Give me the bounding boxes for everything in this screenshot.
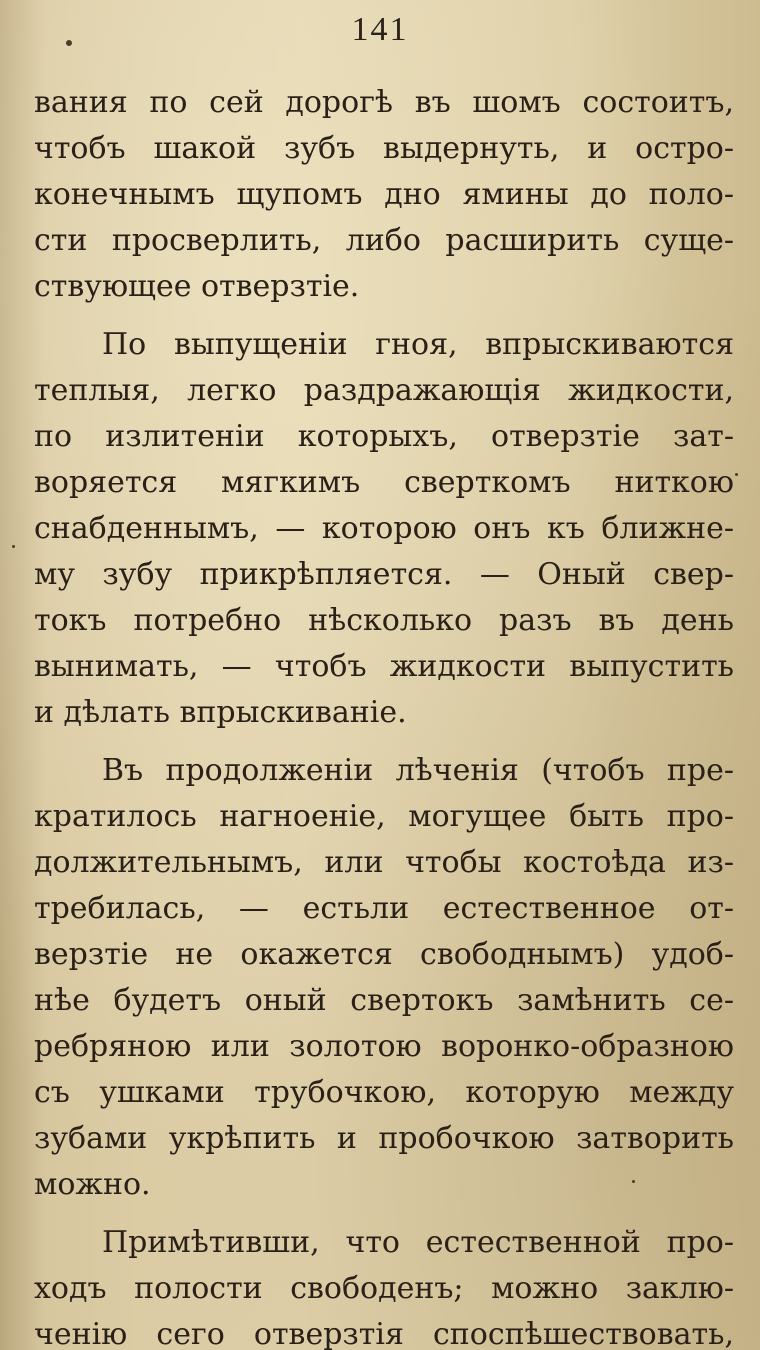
text-line: ребряною или золотою воронко-образною bbox=[34, 1029, 734, 1064]
text-line: По выпущеніи гноя, впрыскиваются bbox=[102, 327, 734, 362]
text-line: съ ушками трубочкою, которую между bbox=[34, 1075, 734, 1110]
paragraph-gap bbox=[34, 1208, 734, 1220]
text-line: Примѣтивши, что естественной про- bbox=[102, 1225, 734, 1260]
text-line: ствующее отверзтіе. bbox=[34, 269, 360, 304]
text-line: можно. bbox=[34, 1167, 151, 1202]
text-line: кратилось нагноеніе, могущее быть про- bbox=[34, 799, 734, 834]
text-line: по излитеніи которыхъ, отверзтіе зат- bbox=[34, 419, 734, 454]
ink-speck bbox=[12, 545, 15, 548]
text-line: конечнымъ щупомъ дно ямины до поло- bbox=[34, 177, 734, 212]
paragraph-gap bbox=[34, 310, 734, 322]
text-line: снабденнымъ, — которою онъ къ ближне- bbox=[34, 511, 734, 546]
text-line: ходъ полости свободенъ; можно заклю- bbox=[34, 1271, 734, 1306]
text-line: му зубу прикрѣпляется. — Оный свер- bbox=[34, 557, 734, 592]
text-line: токъ потребно нѣсколько разъ въ день bbox=[34, 603, 734, 638]
text-line: нѣе будетъ оный свертокъ замѣнить се- bbox=[34, 983, 734, 1018]
text-line: зубами укрѣпить и пробочкою затворить bbox=[34, 1121, 734, 1156]
text-line: воряется мягкимъ сверткомъ ниткою bbox=[34, 465, 734, 500]
page-number: 141 bbox=[351, 11, 409, 48]
text-line: тpебилась, — естьли естественное от- bbox=[34, 891, 734, 926]
text-line: сти просверлить, либо расширить суще- bbox=[34, 223, 734, 258]
text-line: верзтіе не окажется свободнымъ) удоб- bbox=[34, 937, 734, 972]
text-line: вынимать, — чтобъ жидкости выпустить bbox=[34, 649, 734, 684]
text-line: и дѣлать впрыскиваніе. bbox=[34, 695, 407, 730]
ink-speck bbox=[66, 40, 72, 46]
body-text bbox=[34, 80, 734, 1350]
text-line: ченію сего отверзтія споспѣшествовать, bbox=[34, 1317, 734, 1350]
text-line: должительнымъ, или чтобы костоѣда из- bbox=[34, 845, 734, 880]
ink-speck bbox=[735, 473, 738, 476]
text-line: Въ продолженіи лѣченія (чтобъ пре- bbox=[102, 753, 734, 788]
text-line: чтобъ шакой зубъ выдернуть, и остро- bbox=[34, 131, 734, 166]
text-line: вания по сей дорогѣ въ шомъ состоитъ, bbox=[34, 85, 734, 120]
paragraph-gap bbox=[34, 736, 734, 748]
text-line: теплыя, легко раздражающія жидкости, bbox=[34, 373, 734, 408]
